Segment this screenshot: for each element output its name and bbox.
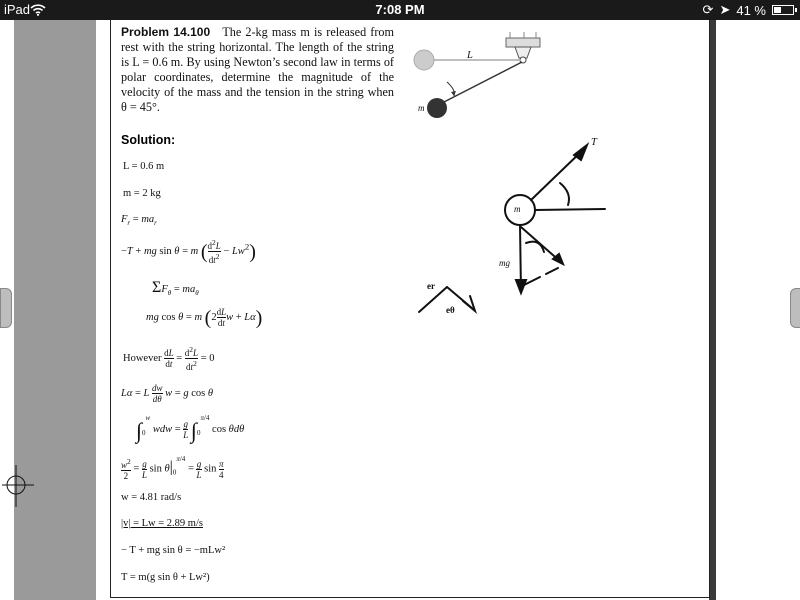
equation-angular-velocity: w = 4.81 rad/s	[121, 492, 182, 503]
rotation-lock-icon: ⟳	[702, 2, 714, 17]
equation-radial-law: $F_r = ma_r$	[121, 214, 157, 228]
location-icon: ➤	[719, 2, 731, 17]
equation-mass: m = 2 kg	[123, 188, 161, 199]
equation-integral: $\int_0^w$ wdw = $\frac{g}{L}$ $\int_0^{\pi/4}$ cos θdθ	[136, 413, 245, 443]
equation-angular-acceleration: Lα = L $\frac{dw}{d\theta}$ w = g cos θ	[121, 383, 213, 404]
problem-label: Problem 14.100	[121, 25, 211, 39]
figure-length-label: L	[467, 50, 473, 61]
weight-label: mg	[499, 258, 510, 268]
clock: 7:08 PM	[375, 2, 425, 17]
equation-length: L = 0.6 m	[123, 161, 165, 172]
equation-velocity-squared: $\frac{w^2}{2}$ = $\frac{g}{L}$ $\sin \theta|_0^{\pi/4}$ = $\frac{g}{L}$ sin $\frac{\pi}{4}$	[121, 454, 224, 481]
equation-speed-result: |v| = Lw = 2.89 m/s	[121, 518, 203, 529]
sketch-mass-label: m	[514, 204, 521, 214]
equation-tension-balance: − T + mg sin θ = −mLw²	[121, 545, 226, 556]
equation-tension-result: T = m(g sin θ + Lw²)	[121, 572, 210, 583]
problem-text: The 2-kg mass m is released from rest with the string horizontal. The length of the string is L = 0.6 m. By using Newton’s second law in terms of polar coordinates, determine the magnitude of the velocity of the mass and the tension in the string when θ = 45°.	[121, 25, 394, 114]
figure-mass-label: m	[418, 103, 425, 113]
battery-percent: 41 %	[736, 2, 766, 18]
device-name: iPad	[4, 2, 31, 17]
tension-label: T	[591, 137, 597, 148]
radial-unit-label: er	[427, 281, 435, 291]
equation-constant-length: However $\frac{dL}{dt}$ = $\frac{d^2L}{dt^2}$ = 0	[123, 345, 215, 372]
equation-transverse-force: mg cos θ = m (2 $\frac{dL}{dt}$ w + Lα)	[146, 307, 263, 329]
solution-heading: Solution:	[121, 133, 176, 147]
transverse-unit-label: eθ	[446, 305, 455, 315]
equation-transverse-law: $\Sigma F_\theta = ma_\theta$	[152, 279, 199, 298]
equation-radial-force: −T + mg sin θ = m ( $\frac{d^2L}{dt^2}$ − $Lw^2$)	[121, 238, 256, 265]
